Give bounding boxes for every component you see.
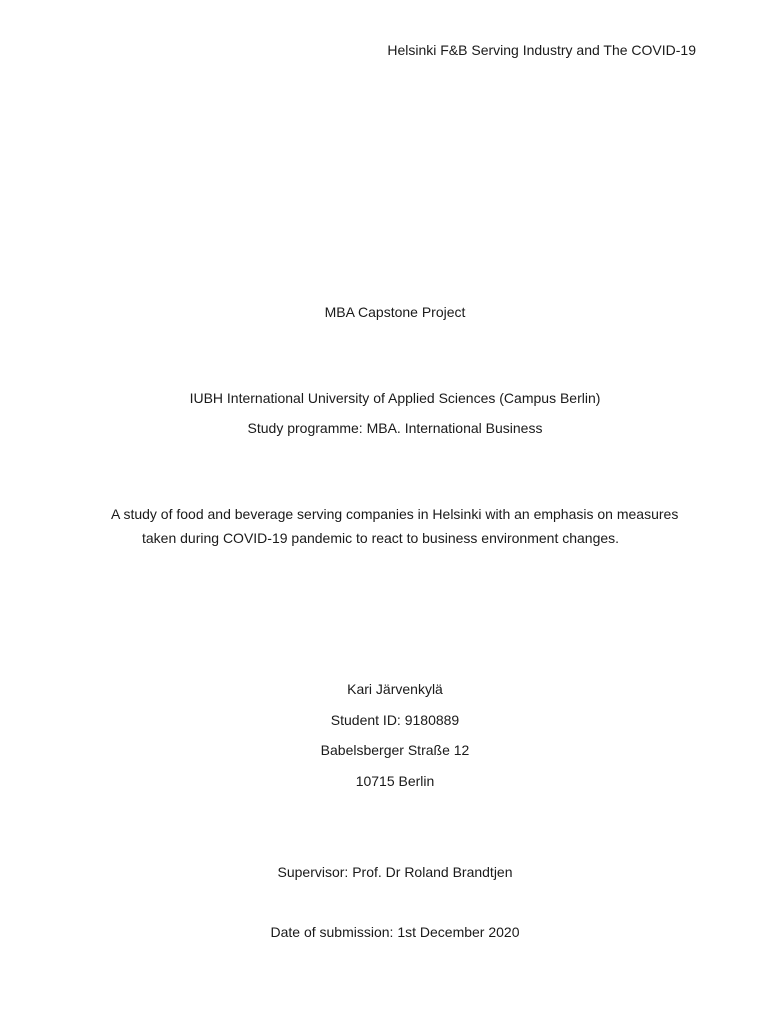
running-header: Helsinki F&B Serving Industry and The COVID-19 xyxy=(387,42,696,58)
study-programme: Study programme: MBA. International Business xyxy=(247,420,543,436)
subject-line-2: taken during COVID-19 pandemic to react to business environment changes. xyxy=(142,530,620,546)
institution-name: IUBH International University of Applied Sciences (Campus Berlin) xyxy=(189,390,601,406)
address-city: 10715 Berlin xyxy=(355,773,435,789)
supervisor: Supervisor: Prof. Dr Roland Brandtjen xyxy=(277,864,513,880)
student-id: Student ID: 9180889 xyxy=(330,712,460,728)
author-name: Kari Järvenkylä xyxy=(347,681,443,697)
address-street: Babelsberger Straße 12 xyxy=(320,742,470,758)
submission-date: Date of submission: 1st December 2020 xyxy=(270,924,520,940)
subject-line-1: A study of food and beverage serving companies in Helsinki with an emphasis on measures xyxy=(111,506,679,522)
document-type-title: MBA Capstone Project xyxy=(324,304,466,320)
